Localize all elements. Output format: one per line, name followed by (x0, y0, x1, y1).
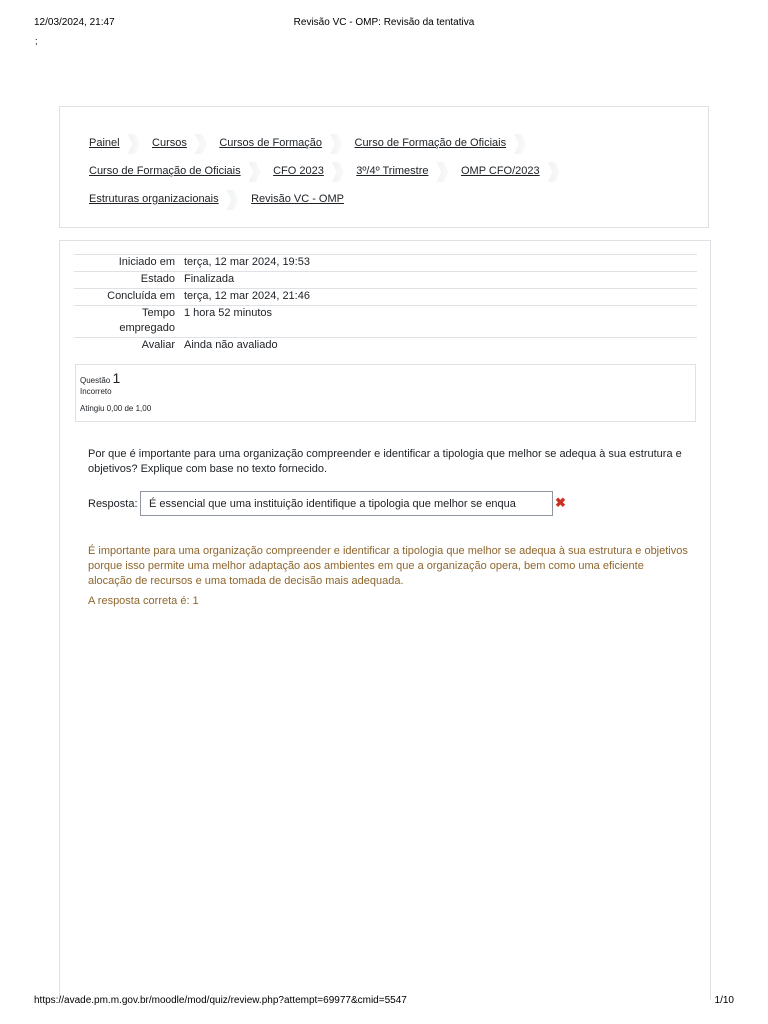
summary-row (74, 306, 697, 338)
summary-row (74, 338, 697, 354)
summary-label: Concluída em (107, 290, 175, 302)
summary-value: Ainda não avaliado (184, 339, 278, 351)
breadcrumb-link[interactable]: 3º/4º Trimestre (356, 165, 456, 177)
attempt-summary-table (74, 254, 697, 354)
breadcrumb-row (89, 189, 344, 209)
incorrect-icon: ✖ (555, 495, 566, 510)
chevron-right-icon (330, 134, 342, 154)
breadcrumb-link[interactable]: Estruturas organizacionais (89, 193, 247, 205)
general-feedback: É importante para uma organização compreender e identificar a tipologia que melhor se adequa à sua estrutura e objetivos porque isso permite uma melhor adaptação aos ambientes em que a organização opera, bem como uma eficiente alocação de recursos e uma tomada de decisão mais adequada. (88, 545, 688, 587)
answer-label: Resposta: (88, 498, 138, 510)
breadcrumb-row (89, 133, 526, 153)
breadcrumb-link[interactable]: Cursos (152, 137, 215, 149)
summary-value: terça, 12 mar 2024, 19:53 (184, 256, 310, 268)
summary-label: Tempo (141, 307, 175, 319)
breadcrumb-link[interactable]: Cursos de Formação (219, 137, 350, 149)
question-state: Incorreto (80, 387, 112, 396)
breadcrumb-link[interactable]: Curso de Formação de Oficiais (89, 165, 269, 177)
question-label: Questão (80, 376, 111, 385)
page-count: 1/10 (714, 995, 734, 1006)
answer-input[interactable]: É essencial que uma instituição identifique a tipologia que melhor se enqua (140, 491, 553, 516)
breadcrumb-row (89, 161, 560, 181)
breadcrumb-link[interactable]: Curso de Formação de Oficiais (355, 137, 527, 149)
chevron-right-icon (128, 134, 140, 154)
print-datetime: 12/03/2024, 21:47 (34, 17, 115, 28)
summary-label: Avaliar (141, 339, 175, 351)
chevron-right-icon (227, 190, 239, 210)
breadcrumb-link-current[interactable]: Revisão VC - OMP (251, 193, 344, 205)
print-title: Revisão VC - OMP: Revisão da tentativa (293, 17, 475, 28)
right-answer: A resposta correta é: 1 (88, 595, 199, 607)
summary-row (74, 254, 697, 272)
chevron-right-icon (437, 162, 449, 182)
summary-value: Finalizada (184, 273, 235, 285)
summary-value: terça, 12 mar 2024, 21:46 (184, 290, 310, 302)
question-number-value: 1 (112, 370, 121, 386)
summary-value: 1 hora 52 minutos (184, 307, 273, 319)
chevron-right-icon (332, 162, 344, 182)
breadcrumb (59, 106, 709, 228)
chevron-right-icon (548, 162, 560, 182)
chevron-right-icon (514, 134, 526, 154)
print-url: https://avade.pm.m.gov.br/moodle/mod/quiz/review.php?attempt=69977&cmid=5547 (34, 995, 407, 1006)
question-text: Por que é importante para uma organização compreender e identificar a tipologia que melhor se adequa à sua estrutura e objetivos? Explique com base no texto fornecido. (88, 448, 682, 475)
chevron-right-icon (249, 162, 261, 182)
print-footer (34, 995, 734, 1009)
question-number (80, 370, 120, 386)
breadcrumb-link[interactable]: OMP CFO/2023 (461, 165, 560, 177)
question-info (75, 364, 696, 422)
print-header (34, 17, 734, 31)
question-grade: Atingiu 0,00 de 1,00 (80, 404, 152, 413)
summary-label: empregado (119, 322, 175, 334)
chevron-right-icon (195, 134, 207, 154)
quiz-review-card (59, 240, 711, 1000)
summary-row (74, 289, 697, 306)
breadcrumb-link[interactable]: CFO 2023 (273, 165, 352, 177)
print-mark: ; (35, 36, 38, 46)
summary-row (74, 272, 697, 289)
summary-label: Estado (140, 273, 175, 285)
breadcrumb-link[interactable]: Painel (89, 137, 148, 149)
summary-label: Iniciado em (118, 256, 175, 268)
